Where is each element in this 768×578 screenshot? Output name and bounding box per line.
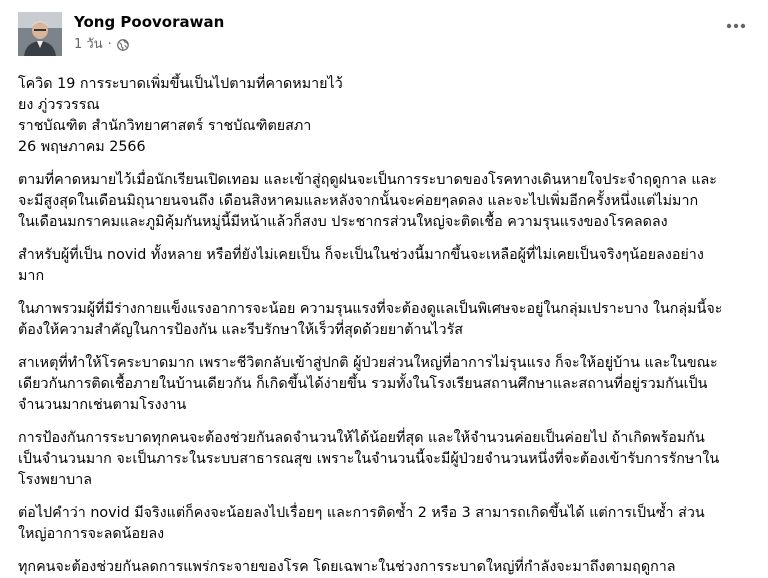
- post-paragraph: ทุกคนจะต้องช่วยกันลดการแพร่กระจายของโรค โดยเฉพาะในช่วงการระบาดใหญ่ที่กำลังจะมาถึงตามฤดูกาล: [18, 559, 676, 575]
- author-avatar[interactable]: [18, 12, 62, 56]
- author-name[interactable]: Yong Poovorawan: [74, 13, 225, 31]
- post-paragraph: สำหรับผู้ที่เป็น novid ทั้งหลาย หรือที่ยังไม่เคยเป็น ก็จะเป็นในช่วงนี้มากขึ้นจะเหลือผู้ที่ไม่เคยเป็นจริงๆน้อยลงอย่าง มาก: [18, 247, 704, 284]
- person-photo-icon: [18, 12, 62, 56]
- post-paragraph: ในภาพรวมผู้ที่มีร่างกายแข็งแรงอาการจะน้อย ความรุนแรงที่จะต้องดูแลเป็นพิเศษจะอยู่ในกลุ่มเปราะบาง ในกลุ่มนี้จะ ต้องให้ความสำคัญในการป้องกัน และรีบรักษาให้เร็วที่สุดด้วยยาต้านไวรัส: [18, 301, 723, 338]
- post-paragraph: การป้องกันการระบาดทุกคนจะต้องช่วยกันลดจำนวนให้ได้น้อยที่สุด และให้จำนวนค่อยเป็นค่อยไป ถ้าเกิดพร้อมกัน เป็นจำนวนมาก จะเป็นภาระในระบบสาธารณสุข เพราะในจำนวนนี้จะมีผู้ป่วยจำนวนหนึ่งที่จะต้องเข้ารับการรักษาใน โรงพยาบาล: [18, 430, 720, 488]
- globe-icon[interactable]: [117, 39, 129, 51]
- post-content: [18, 74, 750, 578]
- post-paragraph: ต่อไปคำว่า novid มีจริงแต่ก็คงจะน้อยลงไปเรื่อยๆ และการติดซ้ำ 2 หรือ 3 สามารถเกิดขึ้นได้ แต่การเป็นซ้ำ ส่วน ใหญ่อาการจะลดน้อยลง: [18, 505, 705, 542]
- post-timestamp[interactable]: 1 วัน: [74, 37, 103, 52]
- more-horizontal-icon: [726, 23, 746, 29]
- post-paragraph: สาเหตุที่ทำให้โรคระบาดมาก เพราะชีวิตกลับเข้าสู่ปกติ ผู้ป่วยส่วนใหญ่ที่อาการไม่รุนแรง ก็จะให้อยู่บ้าน และในขณะ เดียวกันการติดเชื้อภายในบ้านเดียวกัน ก็เกิดขึ้นได้ง่ายขึ้น รวมทั้งในโรงเรียนสถานศึกษาและสถานที่อยู่รวมกันเป็น จำนวนมากเช่นตามโรงงาน: [18, 355, 718, 413]
- post-header: [18, 10, 750, 62]
- post-meta: [74, 36, 224, 54]
- post-header-text: โควิด 19 การระบาดเพิ่มขึ้นเป็นไปตามที่คาดหมายไว้ ยง ภู่วรวรรณ ราชบัณฑิต สำนักวิทยาศาสตร์ ราชบัณฑิตยสภา 26 พฤษภาคม 2566: [18, 76, 343, 155]
- meta-separator: ·: [107, 37, 112, 52]
- author-block: [74, 10, 224, 54]
- more-options-button[interactable]: [718, 14, 754, 38]
- post-paragraph: ตามที่คาดหมายไว้เมื่อนักเรียนเปิดเทอม และเข้าสู่ฤดูฝนจะเป็นการระบาดของโรคทางเดินหายใจประจำฤดูกาล และ จะมีสูงสุดในเดือนมิถุนายนจนถึง เดือนสิงหาคมและหลังจากนั้นจะค่อยๆลดลง และจะไปเพิ่มอีกครั้งหนึ่งแต่ไม่มาก ในเดือนมกราคมและภูมิคุ้มกันหมู่นี้มีหน้าแล้วก็สงบ ประชากรส่วนใหญ่จะติดเชื้อ ความรุนแรงของโรคลดลง: [18, 172, 717, 230]
